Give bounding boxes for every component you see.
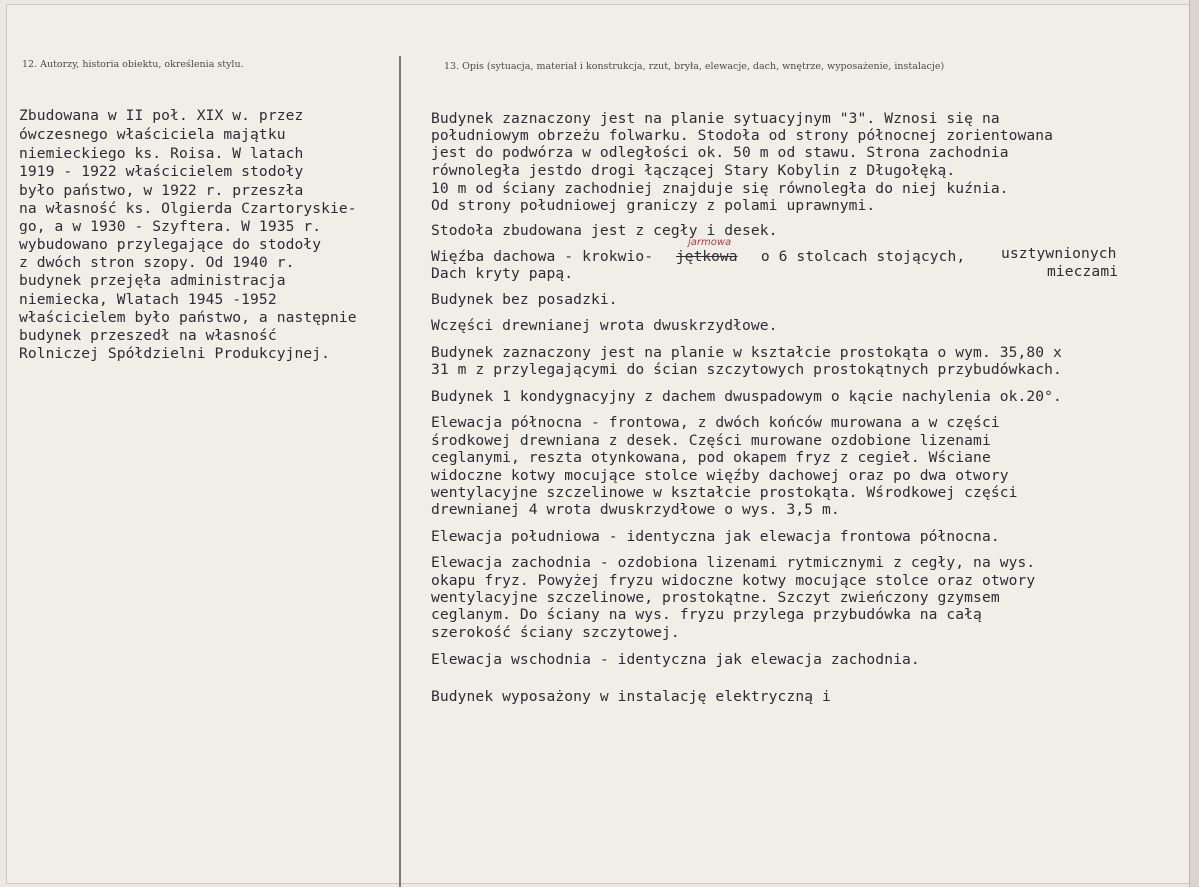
handwritten-correction: jarmowa — [688, 237, 732, 248]
history-line: niemieckiego ks. Roisa. W latach — [19, 145, 304, 162]
history-line: właścicielem było państwo, a następnie — [19, 309, 357, 326]
description-line: o 6 stolcach stojących, — [752, 248, 966, 265]
description-line: Elewacja północna - frontowa, z dwóch końców murowana a w części — [431, 414, 1000, 431]
history-line: 1919 - 1922 właścicielem stodoły — [19, 163, 304, 180]
history-line: niemiecka, Wlatach 1945 -1952 — [19, 291, 277, 308]
history-line: Zbudowana w II poł. XIX w. przez — [19, 107, 304, 124]
description-line: Dach kryty papą. — [431, 265, 574, 282]
section-13-header: 13. Opis (sytuacja, materiał i konstrukcja, rzut, bryła, elewacje, dach, wnętrze, wyposażenie, instalacje) — [444, 61, 945, 72]
description-line: Elewacja południowa - identyczna jak elewacja frontowa północna. — [431, 528, 1000, 545]
description-line: Wczęści drewnianej wrota dwuskrzydłowe. — [431, 317, 778, 334]
history-line: Rolniczej Spółdzielni Produkcyjnej. — [19, 345, 331, 362]
description-line: równoległa jestdo drogi łączącej Stary Kobylin z Długołęką. — [431, 162, 956, 179]
description-line: Elewacja wschodnia - identyczna jak elewacja zachodnia. — [431, 651, 920, 668]
description-line: drewnianej 4 wrota dwuskrzydłowe o wys. 3,5 m. — [431, 501, 840, 518]
description-line: Budynek 1 kondygnacyjny z dachem dwuspadowym o kącie nachylenia ok.20°. — [431, 388, 1062, 405]
description-line: Budynek wyposażony w instalację elektryczną i — [431, 688, 831, 705]
description-line: Stodoła zbudowana jest z cegły i desek. — [431, 222, 778, 239]
history-line: było państwo, w 1922 r. przeszła — [19, 182, 304, 199]
history-line: z dwóch stron szopy. Od 1940 r. — [19, 254, 295, 271]
description-line: Budynek zaznaczony jest na planie sytuacyjnym "3". Wznosi się na — [431, 110, 1000, 127]
history-line: go, a w 1930 - Szyftera. W 1935 r. — [19, 218, 322, 235]
description-line: Od strony południowej graniczy z polami uprawnymi. — [431, 197, 876, 214]
description-line: południowym obrzeżu folwarku. Stodoła od strony północnej zorientowana — [431, 127, 1054, 144]
description-line: Budynek bez posadzki. — [431, 291, 618, 308]
description-line: widoczne kotwy mocujące stolce więźby dachowej oraz po dwa otwory — [431, 467, 1009, 484]
history-line: budynek przeszedł na własność — [19, 327, 277, 344]
section-12-header: 12. Autorzy, historia obiektu, określenia stylu. — [22, 59, 244, 70]
description-line: środkowej drewniana z desek. Części murowane ozdobione lizenami — [431, 432, 991, 449]
typed-insertion: mieczami — [1047, 263, 1119, 280]
description-line: Budynek zaznaczony jest na planie w kształcie prostokąta o wym. 35,80 x — [431, 344, 1062, 361]
column-divider — [399, 56, 401, 887]
description-line: Elewacja zachodnia - ozdobiona lizenami rytmicznymi z cegły, na wys. — [431, 554, 1036, 571]
description-line: jest do podwórza w odległości ok. 50 m od stawu. Strona zachodnia — [431, 144, 1009, 161]
history-line: na własność ks. Olgierda Czartoryskie- — [19, 200, 357, 217]
description-line: okapu fryz. Powyżej fryzu widoczne kotwy mocujące stolce oraz otwory — [431, 572, 1036, 589]
description-line: szerokość ściany szczytowej. — [431, 624, 680, 641]
history-line: wybudowano przylegające do stodoły — [19, 236, 322, 253]
struck-word: jętkowa — [676, 248, 738, 265]
typed-insertion: usztywnionych — [1001, 245, 1117, 262]
history-line: ówczesnego właściciela majątku — [19, 126, 286, 143]
description-line: ceglanym. Do ściany na wys. fryzu przylega przybudówka na całą — [431, 606, 982, 623]
description-line: Więźba dachowa - krokwio- — [431, 248, 654, 265]
page-edge — [1189, 0, 1199, 887]
history-line: budynek przejęła administracja — [19, 272, 286, 289]
description-line: ceglanymi, reszta otynkowana, pod okapem fryz z cegieł. Wściane — [431, 449, 991, 466]
description-line: wentylacyjne szczelinowe, prostokątne. Szczyt zwieńczony gzymsem — [431, 589, 1000, 606]
description-line: 10 m od ściany zachodniej znajduje się równoległa do niej kuźnia. — [431, 180, 1009, 197]
description-line: wentylacyjne szczelinowe w kształcie prostokąta. Wśrodkowej części — [431, 484, 1018, 501]
description-line: 31 m z przylegającymi do ścian szczytowych prostokątnych przybudówkach. — [431, 361, 1062, 378]
